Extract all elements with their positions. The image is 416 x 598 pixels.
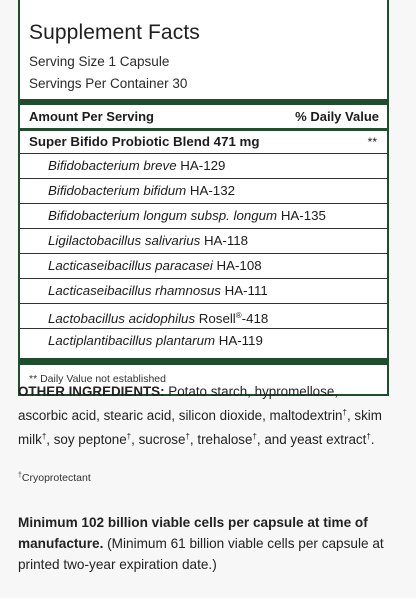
dagger-mark: †: [18, 472, 22, 479]
daily-value-footnote: ** Daily Value not established: [29, 373, 166, 385]
ingredients-text: .: [370, 432, 375, 447]
strain-species: Lacticaseibacillus rhamnosus: [48, 283, 221, 298]
dagger-mark: †: [126, 432, 132, 441]
ingredients-text: , and yeast extract: [256, 432, 367, 447]
blend-row: [20, 131, 387, 154]
column-header: [20, 105, 387, 128]
registered-mark: ®: [235, 311, 242, 320]
strain-code: HA-108: [212, 258, 262, 273]
strain-code: HA-119: [215, 333, 263, 348]
ingredients-text: , trehalose: [189, 432, 253, 447]
blend-daily-value: **: [367, 135, 377, 149]
dagger-mark: †: [342, 408, 347, 417]
strain-code: HA-129: [176, 158, 226, 173]
strain-row: [20, 279, 387, 304]
strain-code: HA-132: [186, 183, 235, 198]
strain-code: HA-135: [277, 208, 326, 223]
blend-name: Super Bifido Probiotic Blend 471 mg: [29, 134, 260, 149]
ingredients-text: , skim milk: [18, 408, 382, 447]
dagger-mark: †: [41, 432, 47, 441]
viable-cells-statement: [18, 512, 388, 575]
other-ingredients-label: OTHER INGREDIENTS:: [18, 384, 165, 399]
viable-cells-note: (Minimum 61 billion viable cells per capsule at printed two-year expiration date.): [18, 536, 384, 572]
strain-species: Ligilactobacillus salivarius: [48, 233, 201, 248]
strain-species: Lactobacillus acidophilus: [48, 311, 196, 326]
dagger-mark: †: [366, 432, 371, 441]
strain-species: Bifidobacterium longum subsp. longum: [48, 208, 278, 223]
other-ingredients: [18, 381, 388, 450]
dagger-mark: †: [252, 432, 257, 441]
ingredients-text: , sucrose: [131, 432, 186, 447]
strain-row: [20, 154, 387, 179]
daily-value-header: % Daily Value: [295, 109, 379, 124]
strain-row: [20, 254, 387, 279]
amount-per-serving-header: Amount Per Serving: [29, 109, 154, 124]
servings-per-container: Servings Per Container 30: [29, 76, 188, 91]
strain-species: Lactiplantibacillus plantarum: [48, 333, 216, 348]
panel-title: Supplement Facts: [29, 21, 200, 44]
supplement-facts-panel: [18, 0, 389, 396]
dagger-mark: †: [185, 432, 190, 441]
strain-code-suffix: -418: [241, 311, 269, 326]
ingredients-text: , soy peptone: [46, 432, 127, 447]
viable-cells-bold: Minimum 102 billion viable cells per capsule at time of manufacture.: [18, 515, 368, 551]
ingredients-text: Potato starch, hypromellose, ascorbic acid, stearic acid, silicon dioxide, maltodextrin: [18, 384, 343, 423]
strain-row: [20, 229, 387, 254]
strain-code: HA-111: [220, 283, 268, 298]
strain-species: Bifidobacterium breve: [48, 158, 177, 173]
serving-size: Serving Size 1 Capsule: [29, 54, 170, 69]
cryoprotectant-note: [18, 472, 91, 484]
bottom-divider: [20, 358, 387, 365]
strain-row: [20, 304, 387, 329]
strain-row: [20, 179, 387, 204]
strain-species: Lacticaseibacillus paracasei: [48, 258, 213, 273]
strain-species: Bifidobacterium bifidum: [48, 183, 187, 198]
strain-code: Rosell: [195, 311, 236, 326]
strain-code: HA-118: [200, 233, 249, 248]
strain-row: [20, 329, 387, 353]
cryoprotectant-text: Cryoprotectant: [21, 472, 91, 484]
strain-row: [20, 204, 387, 229]
